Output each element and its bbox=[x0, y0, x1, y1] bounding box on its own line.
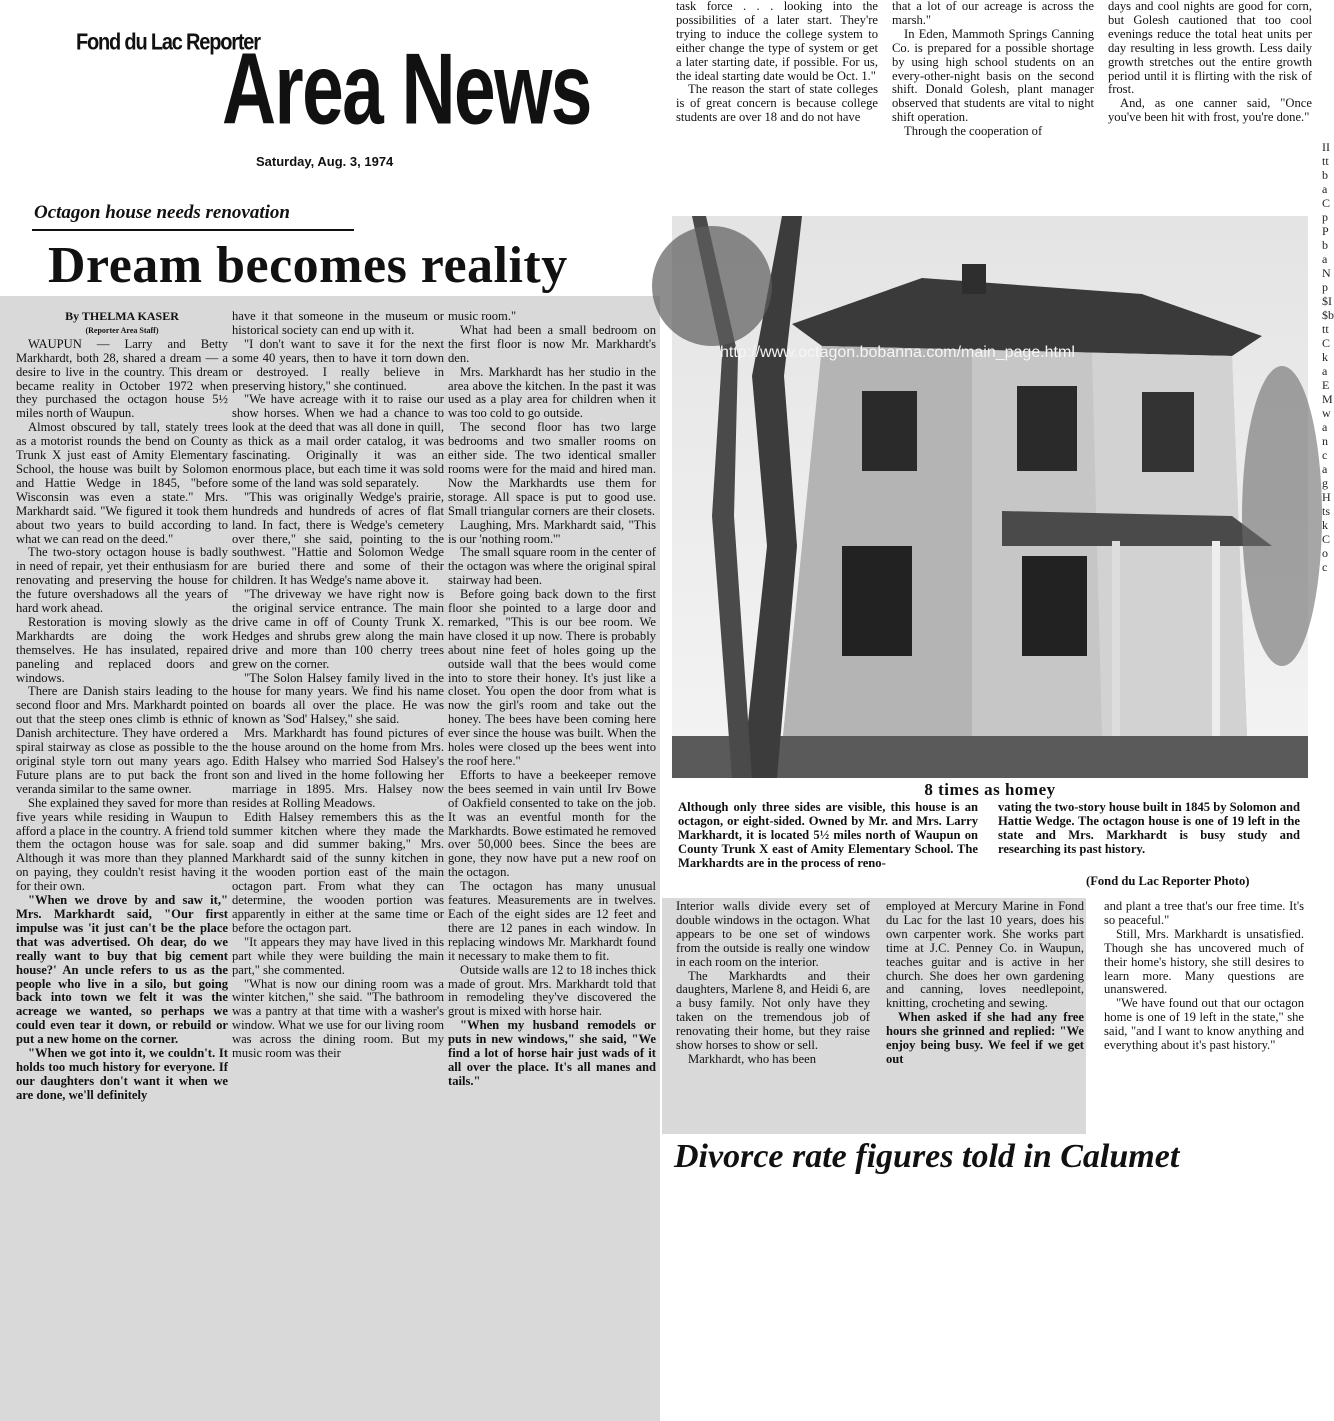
photo-caption-left bbox=[678, 800, 978, 870]
byline-staff: (Reporter Area Staff) bbox=[85, 325, 159, 335]
continuation-column-3 bbox=[1104, 900, 1304, 1132]
paragraph: Edith Halsey remembers this as the summer kitchen where they made the soap and did summer baking," Mrs. Markhardt said of the sunny kitchen in the wooden portion east of the main octagon part. From what they can determine, the wooden portion was apparently in either at the same time or before the octagon part. bbox=[232, 809, 444, 935]
caption-text: Although only three sides are visible, this house is an octagon, or eight-sided. Owned by Mr. and Mrs. Larry Markhardt, it is located 5½ miles north of Waupun on County Trunk X east of Amity Elementary School. The Markhardts are in the process of reno- bbox=[678, 800, 978, 870]
paragraph: Laughing, Mrs. Markhardt said, "This is our 'nothing room.'" bbox=[448, 517, 656, 546]
kicker-rule bbox=[32, 229, 354, 231]
kicker: Octagon house needs renovation bbox=[34, 202, 290, 223]
photo-caption-right bbox=[998, 800, 1300, 856]
paragraph: The two-story octagon house is badly in need of repair, yet their enthusiasm for renovating and preserving the house for the future overshadows all the years of hard work ahead. bbox=[16, 545, 228, 616]
paragraph: Almost obscured by tall, stately trees as a motorist rounds the bend on County Trunk X just east of Amity Elementary School, the house was built by Solomon and Hattie Wedge in 1845, "before Wisconsin was even a state." Mrs. Markhardt said. "We figured it took them about two years to build according to what we can read on the deed." bbox=[16, 420, 228, 546]
paragraph: When asked if she had any free hours she grinned and replied: "We enjoy being busy. We feel if we get out bbox=[886, 1010, 1084, 1066]
paragraph: music room." bbox=[448, 309, 517, 323]
paragraph: task force . . . looking into the possibilities of a later start. They're trying to induce the college system to either change the type of system or get a later starting date, if possible. For us, the ideal starting date would be Oct. 1." bbox=[676, 0, 878, 83]
photo-caption-title: 8 times as homey bbox=[924, 780, 1056, 799]
paragraph: The reason the start of state colleges is of great concern is because college students are over 18 and do not have bbox=[676, 82, 878, 125]
paragraph: The octagon has many unusual features. Measurements are in twelves. Each of the eight sides are 12 feet and there are 12 panes in each window. In replacing windows Mr. Markhardt found it necessary to make them to fit. bbox=[448, 879, 656, 963]
paragraph: "This was originally Wedge's prairie, hundreds and hundreds of acres of flat land. In fact, there is Wedge's cemetery over there," she said, pointing to the southwest. "Hattie and Solomon Wedge are buried there and some of their children. It has Wedge's name above it. bbox=[232, 489, 444, 588]
paragraph: "It appears they may have lived in this part while they were building the main part," she commented. bbox=[232, 934, 444, 977]
paragraph: The small square room in the center of the octagon was where the original spiral stairway had been. bbox=[448, 545, 656, 588]
paragraph: "I don't want to save it for the next some 40 years, then to have it torn down or destroyed. I really believe in preserving history," she continued. bbox=[232, 336, 444, 393]
paper-name: Fond du Lac Reporter bbox=[76, 30, 260, 56]
article-column-2 bbox=[232, 310, 444, 1416]
paragraph: Restoration is moving slowly as the Markhardts are doing the work themselves. He has insulated, repaired paneling and replaced doors and windows. bbox=[16, 614, 228, 685]
paragraph: The second floor has two large bedrooms and two smaller rooms on either side. The two identical smaller rooms were for the maid and hired man. Now the Markhardts use them for storage. All space is put to good use. Small triangular corners are their closets. bbox=[448, 420, 656, 518]
paragraph: What had been a small bedroom on the first floor is now Mr. Markhardt's den. bbox=[448, 322, 656, 365]
next-headline: Divorce rate figures told in Calumet bbox=[674, 1138, 1180, 1175]
paragraph: "When we got into it, we couldn't. It holds too much history for everyone. If our daughters don't want it when we are done, we'll definitely bbox=[16, 1046, 228, 1102]
section-title: Area News bbox=[222, 33, 591, 146]
paragraph: "When my husband remodels or puts in new windows," she said, "We find a lot of horse hair just wads of it all over the place. It's all manes and tails." bbox=[448, 1018, 656, 1088]
paragraph: Through the cooperation of bbox=[904, 124, 1043, 139]
article-column-1 bbox=[16, 310, 228, 1416]
paragraph: She explained they saved for more than five years while residing in Waupun to afford a place in the country. A friend told them the octagon house was for sale. Although it was more than they planned on paying, they couldn't resist having it for their own. bbox=[16, 795, 228, 894]
paragraph: Still, Mrs. Markhardt is unsatisfied. Though she has uncovered much of their home's history, she still desires to learn more. Many questions are unanswered. bbox=[1104, 926, 1304, 997]
paragraph: WAUPUN — Larry and Betty Markhardt, both 28, shared a dream — a desire to live in the country. This dream became reality in October 1972 when they purchased the octagon house 5½ miles north of Waupun. bbox=[16, 336, 228, 421]
paragraph: and plant a tree that's our free time. It's so peaceful." bbox=[1104, 899, 1304, 927]
paragraph: Mrs. Markhardt has her studio in the area above the kitchen. In the past it was used as a play area for children when it was too cold to go outside. bbox=[448, 364, 656, 421]
paragraph: "What is now our dining room was a winter kitchen," she said. "The bathroom was a pantry at that time with a washer's window. What we use for our living room was across the dining room. But my music room was their bbox=[232, 976, 444, 1061]
paragraph: "The driveway we have right now is the original service entrance. The main drive came in off of County Trunk X. Hedges and shrubs grew along the main drive and more than 100 cherry trees grew on the corner. bbox=[232, 587, 444, 671]
headline: Dream becomes reality bbox=[48, 237, 568, 294]
top-article-column-1 bbox=[676, 0, 878, 180]
paragraph: "The Solon Halsey family lived in the house for many years. We find his name on boards all over the place. He was known as 'Sod' Halsey," she said. bbox=[232, 670, 444, 727]
paragraph: "When we drove by and saw it," Mrs. Markhardt said, "Our first impulse was 'it just can't be the place that was advertised. Oh dear, do we really want to buy that big cement house?' An uncle refers to us as the people who live in a silo, but going back into town we felt it was the acreage we wanted, so perhaps we could even tear it down, or rebuild or put a new home on the corner. bbox=[16, 893, 228, 1047]
paragraph: Markhardt, who has been bbox=[688, 1051, 816, 1066]
photo-credit: (Fond du Lac Reporter Photo) bbox=[1086, 874, 1250, 888]
house-photo bbox=[672, 216, 1308, 778]
edition-date: Saturday, Aug. 3, 1974 bbox=[256, 154, 394, 169]
right-edge-clipped-text: IIttbaCpPbaNp$I$bttCkaEMwancagHtskC oc bbox=[1322, 140, 1334, 574]
octagon-house-illustration bbox=[672, 216, 1308, 778]
paragraph: "We have found out that our octagon home is one of 19 left in the state," she said, "and I want to know anything and everything about it's past history." bbox=[1104, 996, 1304, 1053]
paragraph: have it that someone in the museum or historical society can end up with it. bbox=[232, 309, 444, 337]
paragraph: In Eden, Mammoth Springs Canning Co. is prepared for a possible shortage by using high school students on an every-other-night basis on the second shift. Donald Golesh, plant manager observed that students are vital to night shift operation. bbox=[892, 26, 1094, 125]
paragraph: Before going back down to the first floor she pointed to a large door and remarked, "This is our bee room. We have closed it up now. There is probably about nine feet of holes going up the outside wall that the bees would come into to store their honey. It's just like a closet. You open the door from what is now the girl's room and take out the honey. The bees have been coming here ever since the house was built. When the holes were closed up the bees went into the roof here." bbox=[448, 587, 656, 768]
top-article-column-3 bbox=[1108, 0, 1312, 180]
photo-watermark-url[interactable]: http://www.octagon.bobanna.com/main_page.html bbox=[720, 344, 1075, 361]
paragraph: that a lot of our acreage is across the marsh." bbox=[892, 0, 1094, 27]
paragraph: There are Danish stairs leading to the second floor and Mrs. Markhardt pointed out that the steep ones climb is ethnic of Danish architecture. They have ordered a spiral stairway as close as possible to the original style torn out many years ago. Future plans are to put back the front veranda similar to the same owner. bbox=[16, 684, 228, 796]
paragraph: Efforts to have a beekeeper remove the bees seemed in vain until Irv Bowe of Oakfield consented to take on the job. It was an eventful month for the Markhardts. Bowe estimated he removed over 50,000 bees. Since the bees are gone, they now have put a new roof on the octagon. bbox=[448, 767, 656, 880]
paragraph: "We have acreage with it to raise our show horses. When we had a chance to look at the deed that was all done in quill, as thick as a mail order catalog, it was fascinating. Originally it was an enormous place, but each time it was sold some of the land was sold separately. bbox=[232, 392, 444, 490]
paragraph: Outside walls are 12 to 18 inches thick made of grout. Mrs. Markhardt told that in remodeling they've discovered the grout is mixed with horse hair. bbox=[448, 962, 656, 1019]
article-column-3 bbox=[448, 310, 656, 1416]
next-headline-clip bbox=[674, 1138, 1294, 1175]
continuation-column-1 bbox=[676, 900, 870, 1132]
paragraph: Mrs. Markhardt has found pictures of the house around on the home from Mrs. Edith Halsey who married Sod Halsey's son and lived in the home following her marriage in 1895. Mrs. Halsey now resides at Rolling Meadows. bbox=[232, 726, 444, 810]
paragraph: employed at Mercury Marine in Fond du Lac for the last 10 years, does his own carpenter work. She works part time at J.C. Penney Co. in Waupun, teaches guitar and is active in her church. She does her own gardening and canning, loves needlepoint, knitting, crocheting and sewing. bbox=[886, 899, 1084, 1011]
top-article-column-2 bbox=[892, 0, 1094, 180]
paragraph: The Markhardts and their daughters, Marlene 8, and Heidi 6, are a busy family. Not only have they taken on the tremendous job of renovating their home, but they raise show horses to show or sell. bbox=[676, 968, 870, 1053]
caption-text: vating the two-story house built in 1845 by Solomon and Hattie Wedge. The octagon house is one of 19 left in the state and Mrs. Markhardt is busy study and researching its past history. bbox=[998, 800, 1300, 856]
paragraph: And, as one canner said, "Once you've been hit with frost, you're done." bbox=[1108, 96, 1312, 125]
paragraph: Interior walls divide every set of double windows in the octagon. What appears to be one set of windows from the outside is really one window in each room on the interior. bbox=[676, 899, 870, 969]
continuation-column-2 bbox=[886, 900, 1084, 1132]
paragraph: days and cool nights are good for corn, but Golesh cautioned that too cool evenings reduce the total heat units per day resulting in less growth. Less daily growth stretches out the entire growth period until it is flirting with the risk of frost. bbox=[1108, 0, 1312, 97]
byline: By THELMA KASER bbox=[65, 309, 179, 323]
